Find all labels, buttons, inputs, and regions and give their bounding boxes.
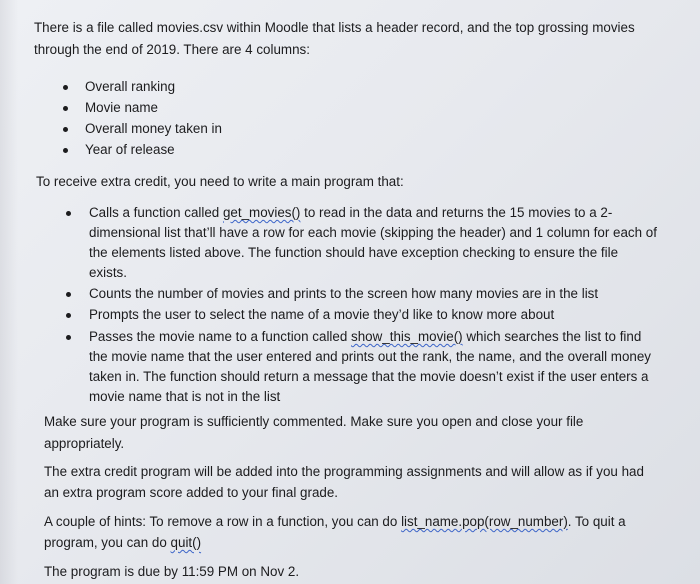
column-item: Overall money taken in [60, 118, 222, 139]
due-date: The program is due by 11:59 PM on Nov 2. [44, 564, 300, 579]
column-item: Overall ranking [60, 76, 222, 97]
intro-line-2: through the end of 2019. There are 4 columns: [34, 42, 310, 57]
bullet-icon [63, 148, 68, 153]
task-4-line-2: the movie name that the user entered and prints out the rank, the name, and the overall money [89, 349, 652, 364]
task-1-line-2: dimensional list that’ll have a row for each movie (skipping the header) and 1 column for each of [89, 225, 657, 240]
quit-code: quit() [170, 535, 202, 550]
get-movies-code: get_movies() [222, 205, 301, 220]
hints-line-2: program, you can do quit() [44, 535, 202, 550]
columns-list [60, 76, 222, 160]
bullet-icon [66, 335, 71, 340]
bullet-icon [63, 106, 68, 111]
column-item: Movie name [60, 97, 222, 118]
task-1-line-4: exists. [89, 265, 127, 280]
bullet-icon [66, 292, 71, 297]
task-4-line-4: movie name that is not in the list [89, 389, 281, 404]
bullet-icon [63, 127, 68, 132]
task-1-line-1: Calls a function called get_movies() to read in the data and returns the 15 movies to a 2- [89, 205, 613, 220]
task-4-line-1: Passes the movie name to a function called show_this_movie() which searches the list to find [89, 329, 642, 344]
bullet-icon [66, 211, 71, 216]
task-2: Counts the number of movies and prints to the screen how many movies are in the list [89, 286, 599, 301]
hints-line-1: A couple of hints: To remove a row in a function, you can do list_name.pop(row_number). To quit a [44, 514, 626, 529]
bullet-icon [63, 85, 68, 90]
column-item: Year of release [60, 139, 222, 160]
comment-note-line-2: appropriately. [44, 436, 125, 451]
comment-note-line-1: Make sure your program is sufficiently commented. Make sure you open and close your file [44, 414, 584, 429]
grade-note-line-1: The extra credit program will be added into the programming assignments and will allow as if you had [44, 464, 644, 479]
bullet-icon [66, 313, 71, 318]
task-4-line-3: taken in. The function should return a message that the movie doesn’t exist if the user enters a [89, 369, 649, 384]
extra-credit-intro: To receive extra credit, you need to write a main program that: [36, 174, 404, 189]
task-3: Prompts the user to select the name of a movie they’d like to know more about [89, 307, 555, 322]
page-edge-shadow [0, 0, 18, 584]
task-1-line-3: the elements listed above. The function should have exception checking to ensure the file [89, 245, 619, 260]
pop-code: list_name.pop(row_number) [401, 514, 568, 529]
grade-note-line-2: an extra program score added to your final grade. [44, 485, 339, 500]
show-this-movie-code: show_this_movie() [351, 329, 463, 344]
intro-line-1: There is a file called movies.csv within Moodle that lists a header record, and the top grossing movies [34, 20, 635, 35]
